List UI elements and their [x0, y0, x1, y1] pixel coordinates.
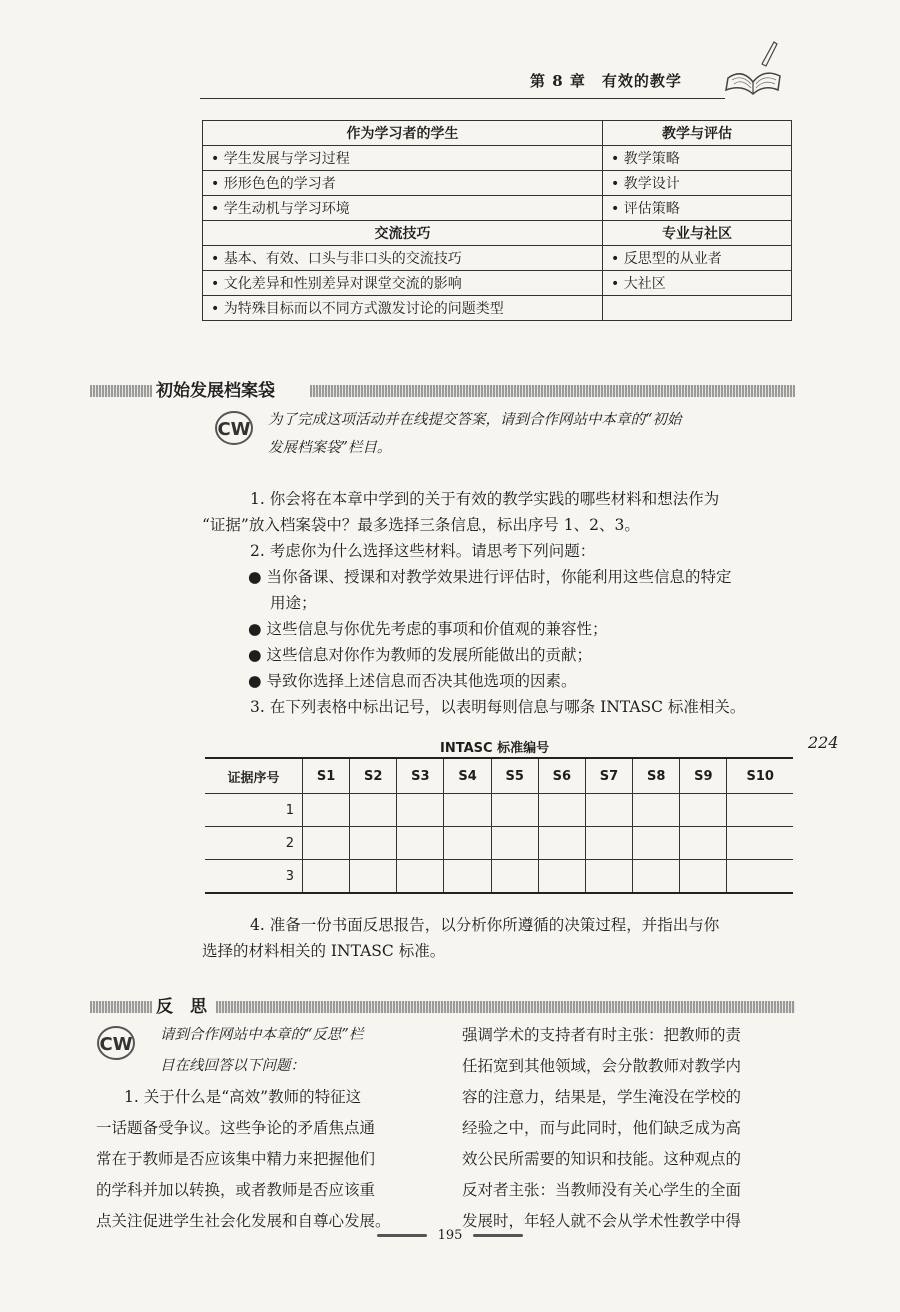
topic-table-row [203, 146, 792, 171]
standard-column-header: S9 [680, 758, 727, 794]
topic-table-row [203, 271, 792, 296]
topic-table-cell: • 评估策略 [603, 196, 792, 221]
cw-logo-text: CW [99, 1034, 133, 1055]
mark-cell[interactable] [491, 827, 538, 860]
mark-cell[interactable] [538, 794, 585, 827]
portfolio-intro-line: 发展档案袋”栏目。 [268, 440, 392, 456]
text-line: 请到合作网站中本章的“反思”栏 [160, 1027, 364, 1043]
mark-cell[interactable] [727, 794, 793, 827]
reflection-title: 反 思 [152, 992, 211, 1017]
header-rule [200, 98, 725, 99]
text-line: 4. 准备一份书面反思报告，以分析你所遵循的决策过程，并指出与你 [250, 916, 720, 934]
text-line: 任拓宽到其他领域，会分散教师对教学内 [462, 1057, 742, 1075]
standard-column-header: S1 [303, 758, 350, 794]
mark-cell[interactable] [538, 860, 585, 894]
text-line: 2. 考虑你为什么选择这些材料。请思考下列问题： [250, 542, 596, 560]
standard-column-header: S8 [633, 758, 680, 794]
topic-table-cell: • 学生动机与学习环境 [203, 196, 603, 221]
topic-table-row [203, 221, 792, 246]
reflection-section-header [90, 992, 795, 1020]
text-line: 目在线回答以下问题： [160, 1058, 305, 1074]
mark-cell[interactable] [444, 827, 491, 860]
reflection-left-column [96, 1020, 441, 1237]
mark-cell[interactable] [303, 860, 350, 894]
topic-table-cell: • 文化差异和性别差异对课堂交流的影响 [203, 271, 603, 296]
portfolio-intro-line: 为了完成这项活动并在线提交答案，请到合作网站中本章的“初始 [268, 412, 682, 428]
margin-page-number: 224 [808, 733, 839, 752]
mark-cell[interactable] [303, 827, 350, 860]
mark-cell[interactable] [633, 860, 680, 894]
topic-table-cell [603, 296, 792, 321]
text-line: 一话题备受争议。这些争论的矛盾焦点通 [96, 1119, 376, 1137]
topic-table-cell: • 为特殊目标而以不同方式激发讨论的问题类型 [203, 296, 603, 321]
portfolio-intro [268, 406, 681, 462]
standard-column-header: S4 [444, 758, 491, 794]
text-line: 用途； [270, 594, 317, 612]
mark-cell[interactable] [444, 860, 491, 894]
table-row [205, 827, 793, 860]
mark-cell[interactable] [585, 860, 632, 894]
table-row [205, 860, 793, 894]
standard-column-header: S2 [350, 758, 397, 794]
mark-cell[interactable] [444, 794, 491, 827]
header-bar-left [90, 1001, 152, 1013]
topic-table-cell: • 大社区 [603, 271, 792, 296]
text-line: 发展时，年轻人就不会从学术性教学中得 [462, 1212, 742, 1230]
reflection-right-column [462, 1020, 802, 1237]
text-line: 选择的材料相关的 INTASC 标准。 [202, 942, 446, 960]
footer-ornament-left [377, 1234, 427, 1237]
text-line: 的学科并加以转换，或者教师是否应该重 [96, 1181, 376, 1199]
mark-cell[interactable] [491, 794, 538, 827]
topic-table-heading: 专业与社区 [603, 221, 792, 246]
mark-cell[interactable] [585, 827, 632, 860]
mark-cell[interactable] [727, 860, 793, 894]
standard-column-header: S6 [538, 758, 585, 794]
intasc-table [205, 757, 793, 894]
text-line: 经验之中，而与此同时，他们缺乏成为高 [462, 1119, 742, 1137]
mark-cell[interactable] [585, 794, 632, 827]
mark-cell[interactable] [680, 827, 727, 860]
portfolio-instructions [202, 486, 802, 720]
mark-cell[interactable] [680, 860, 727, 894]
cw-logo-icon [213, 407, 255, 447]
chapter-header: 第 8 章 有效的教学 [530, 72, 682, 90]
standard-column-header: S5 [491, 758, 538, 794]
mark-cell[interactable] [633, 827, 680, 860]
header-bar-right [216, 1001, 795, 1013]
topic-table-row [203, 246, 792, 271]
standard-column-header: S3 [397, 758, 444, 794]
topic-table-row [203, 196, 792, 221]
header-bar-right [310, 385, 795, 397]
text-line: ● 当你备课、授课和对教学效果进行评估时，你能利用这些信息的特定 [248, 568, 732, 586]
portfolio-section-header [90, 376, 795, 404]
topic-table-cell: • 学生发展与学习过程 [203, 146, 603, 171]
mark-cell[interactable] [303, 794, 350, 827]
text-line: 点关注促进学生社会化发展和自尊心发展。 [96, 1212, 391, 1230]
mark-cell[interactable] [397, 794, 444, 827]
intasc-table-caption: INTASC 标准编号 [440, 741, 550, 756]
page-footer [0, 1228, 900, 1243]
topic-table-row [203, 171, 792, 196]
mark-cell[interactable] [397, 827, 444, 860]
topic-table-heading: 教学与评估 [603, 121, 792, 146]
evidence-number: 1 [205, 794, 303, 827]
text-line: 容的注意力，结果是，学生淹没在学校的 [462, 1088, 742, 1106]
text-line: 常在于教师是否应该集中精力来把握他们 [96, 1150, 376, 1168]
open-book-icon [722, 38, 784, 100]
text-line: 1. 你会将在本章中学到的关于有效的教学实践的哪些材料和想法作为 [250, 490, 720, 508]
text-line: 1. 关于什么是“高效”教师的特征这 [124, 1088, 362, 1106]
text-line: 效公民所需要的知识和技能。这种观点的 [462, 1150, 742, 1168]
header-bar-left [90, 385, 152, 397]
topic-table-row [203, 121, 792, 146]
mark-cell[interactable] [538, 827, 585, 860]
text-line: ● 这些信息与你优先考虑的事项和价值观的兼容性； [248, 620, 608, 638]
topic-table-heading: 交流技巧 [203, 221, 603, 246]
text-line: 反对者主张：当教师没有关心学生的全面 [462, 1181, 742, 1199]
mark-cell[interactable] [633, 794, 680, 827]
text-line: 强调学术的支持者有时主张：把教师的责 [462, 1026, 742, 1044]
topic-table-cell: • 教学设计 [603, 171, 792, 196]
evidence-number: 2 [205, 827, 303, 860]
topic-table-cell: • 基本、有效、口头与非口头的交流技巧 [203, 246, 603, 271]
table-row [205, 794, 793, 827]
mark-cell[interactable] [491, 860, 538, 894]
mark-cell[interactable] [397, 860, 444, 894]
mark-cell[interactable] [350, 860, 397, 894]
topic-table-cell: • 反思型的从业者 [603, 246, 792, 271]
topic-table-row [203, 296, 792, 321]
standard-column-header: S7 [585, 758, 632, 794]
page-number: 195 [437, 1228, 463, 1243]
topic-table-cell: • 形形色色的学习者 [203, 171, 603, 196]
topic-table [202, 120, 792, 321]
text-line: ● 这些信息对你作为教师的发展所能做出的贡献； [248, 646, 592, 664]
evidence-number-header: 证据序号 [205, 758, 303, 794]
text-line: “证据”放入档案袋中？最多选择三条信息，标出序号 1、2、3。 [202, 516, 640, 534]
mark-cell[interactable] [680, 794, 727, 827]
standard-column-header: S10 [727, 758, 793, 794]
portfolio-title: 初始发展档案袋 [152, 376, 279, 401]
text-line: ● 导致你选择上述信息而否决其他选项的因素。 [248, 672, 577, 690]
mark-cell[interactable] [350, 827, 397, 860]
evidence-number: 3 [205, 860, 303, 894]
text-line: 3. 在下列表格中标出记号，以表明每则信息与哪条 INTASC 标准相关。 [250, 698, 746, 716]
topic-table-heading: 作为学习者的学生 [203, 121, 603, 146]
cw-logo-text: CW [217, 419, 251, 440]
topic-table-cell: • 教学策略 [603, 146, 792, 171]
portfolio-task-4 [202, 912, 802, 964]
footer-ornament-right [473, 1234, 523, 1237]
mark-cell[interactable] [727, 827, 793, 860]
mark-cell[interactable] [350, 794, 397, 827]
